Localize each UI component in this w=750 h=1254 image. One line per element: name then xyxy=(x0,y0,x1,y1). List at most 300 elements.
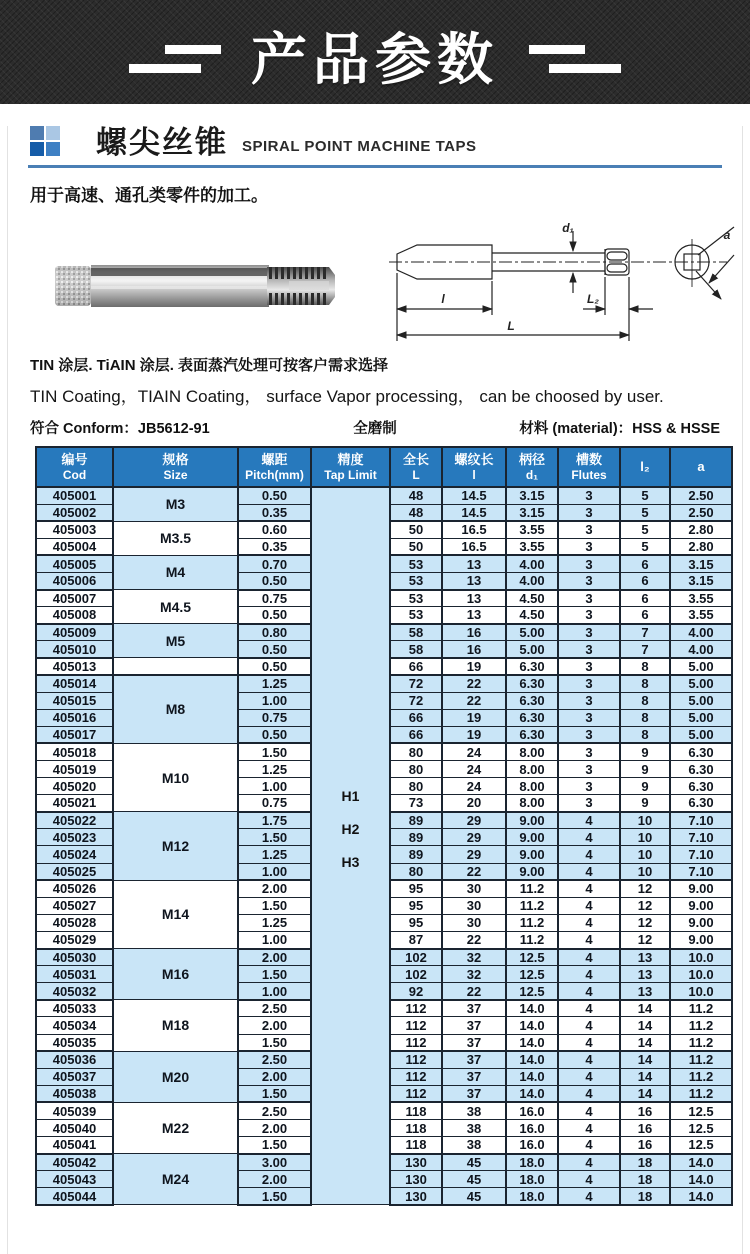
cell-pitch: 0.50 xyxy=(238,572,311,589)
cell-l: 45 xyxy=(442,1171,506,1188)
dim-label-l2: L₂ xyxy=(587,292,599,306)
cell-d1: 3.15 xyxy=(506,487,558,504)
cell-l: 24 xyxy=(442,743,506,760)
cell-cod: 405017 xyxy=(36,726,113,743)
cell-l2: 10 xyxy=(620,829,670,846)
cell-flutes: 4 xyxy=(558,829,620,846)
cell-l2: 8 xyxy=(620,675,670,692)
cell-l2: 5 xyxy=(620,504,670,521)
cell-pitch: 1.50 xyxy=(238,743,311,760)
cell-cod: 405037 xyxy=(36,1068,113,1085)
cell-cod: 405024 xyxy=(36,846,113,863)
cell-d1: 6.30 xyxy=(506,692,558,709)
cell-cod: 405005 xyxy=(36,555,113,572)
cell-a: 7.10 xyxy=(670,829,732,846)
cell-flutes: 3 xyxy=(558,504,620,521)
cell-flutes: 4 xyxy=(558,1000,620,1017)
cell-flutes: 3 xyxy=(558,487,620,504)
cell-l: 14.5 xyxy=(442,487,506,504)
cell-L: 130 xyxy=(390,1188,442,1205)
cell-pitch: 2.50 xyxy=(238,1051,311,1068)
cell-a: 9.00 xyxy=(670,897,732,914)
cell-L: 130 xyxy=(390,1171,442,1188)
cell-pitch: 1.00 xyxy=(238,931,311,948)
cell-d1: 14.0 xyxy=(506,1034,558,1051)
cell-flutes: 4 xyxy=(558,846,620,863)
cell-l2: 5 xyxy=(620,521,670,538)
cell-pitch: 0.75 xyxy=(238,590,311,607)
cell-L: 95 xyxy=(390,914,442,931)
cell-a: 10.0 xyxy=(670,983,732,1000)
column-header-0: 编号 Cod xyxy=(36,447,113,487)
cell-size: M10 xyxy=(113,743,238,811)
cell-flutes: 4 xyxy=(558,1188,620,1205)
column-header-6: 柄径 d₁ xyxy=(506,447,558,487)
cell-a: 5.00 xyxy=(670,709,732,726)
cell-d1: 12.5 xyxy=(506,966,558,983)
cell-l2: 9 xyxy=(620,743,670,760)
cell-l: 14.5 xyxy=(442,504,506,521)
dim-label-l: l xyxy=(441,292,445,306)
coating-notes xyxy=(30,354,720,438)
cell-d1: 9.00 xyxy=(506,863,558,880)
cell-l: 32 xyxy=(442,949,506,966)
cell-pitch: 0.80 xyxy=(238,624,311,641)
cell-flutes: 4 xyxy=(558,1137,620,1154)
cell-d1: 14.0 xyxy=(506,1051,558,1068)
cell-L: 112 xyxy=(390,1068,442,1085)
cell-cod: 405036 xyxy=(36,1051,113,1068)
cell-l: 13 xyxy=(442,590,506,607)
cell-l: 22 xyxy=(442,931,506,948)
cell-L: 53 xyxy=(390,590,442,607)
cell-l2: 8 xyxy=(620,709,670,726)
cell-L: 72 xyxy=(390,692,442,709)
cell-l2: 18 xyxy=(620,1154,670,1171)
tap-limit-label: H2 xyxy=(341,821,360,837)
cell-cod: 405003 xyxy=(36,521,113,538)
cell-flutes: 3 xyxy=(558,761,620,778)
cell-d1: 8.00 xyxy=(506,795,558,812)
cell-size: M4 xyxy=(113,555,238,589)
cell-d1: 5.00 xyxy=(506,641,558,658)
cell-cod: 405008 xyxy=(36,607,113,624)
cell-d1: 12.5 xyxy=(506,983,558,1000)
cell-cod: 405030 xyxy=(36,949,113,966)
cell-l2: 8 xyxy=(620,692,670,709)
cell-l: 19 xyxy=(442,726,506,743)
cell-L: 118 xyxy=(390,1119,442,1136)
cell-L: 80 xyxy=(390,743,442,760)
cell-pitch: 1.25 xyxy=(238,675,311,692)
cell-size: M12 xyxy=(113,812,238,880)
cell-d1: 6.30 xyxy=(506,675,558,692)
cell-flutes: 3 xyxy=(558,709,620,726)
cell-l2: 14 xyxy=(620,1085,670,1102)
cell-cod: 405009 xyxy=(36,624,113,641)
cell-L: 118 xyxy=(390,1137,442,1154)
cell-a: 7.10 xyxy=(670,846,732,863)
cell-d1: 3.55 xyxy=(506,521,558,538)
cell-L: 73 xyxy=(390,795,442,812)
cell-l: 37 xyxy=(442,1051,506,1068)
cell-l2: 7 xyxy=(620,641,670,658)
cell-l2: 8 xyxy=(620,726,670,743)
cell-a: 6.30 xyxy=(670,743,732,760)
dim-label-d1: d₁ xyxy=(562,223,574,235)
cell-size: M4.5 xyxy=(113,590,238,624)
cell-a: 11.2 xyxy=(670,1000,732,1017)
cell-a: 11.2 xyxy=(670,1017,732,1034)
cell-flutes: 3 xyxy=(558,743,620,760)
cell-a: 5.00 xyxy=(670,726,732,743)
cell-L: 112 xyxy=(390,1085,442,1102)
column-header-9: a xyxy=(670,447,732,487)
cell-l2: 14 xyxy=(620,1017,670,1034)
cell-a: 3.15 xyxy=(670,572,732,589)
cell-flutes: 4 xyxy=(558,1068,620,1085)
blue-squares-icon xyxy=(30,126,60,156)
cell-d1: 16.0 xyxy=(506,1137,558,1154)
cell-a: 9.00 xyxy=(670,914,732,931)
cell-L: 112 xyxy=(390,1051,442,1068)
cell-size: M16 xyxy=(113,949,238,1000)
cell-flutes: 4 xyxy=(558,897,620,914)
cell-a: 14.0 xyxy=(670,1171,732,1188)
cell-d1: 14.0 xyxy=(506,1068,558,1085)
cell-d1: 11.2 xyxy=(506,931,558,948)
cell-a: 9.00 xyxy=(670,931,732,948)
cell-l2: 12 xyxy=(620,931,670,948)
cell-l2: 9 xyxy=(620,795,670,812)
content-area xyxy=(7,126,743,1254)
grind-note: 全磨制 xyxy=(353,421,397,437)
cell-cod: 405023 xyxy=(36,829,113,846)
cell-l: 37 xyxy=(442,1017,506,1034)
cell-cod: 405040 xyxy=(36,1119,113,1136)
cell-a: 2.80 xyxy=(670,521,732,538)
cell-size: M5 xyxy=(113,624,238,658)
cell-L: 53 xyxy=(390,555,442,572)
cell-pitch: 2.50 xyxy=(238,1000,311,1017)
cell-pitch: 0.75 xyxy=(238,709,311,726)
cell-flutes: 4 xyxy=(558,1102,620,1119)
cell-d1: 8.00 xyxy=(506,743,558,760)
cell-cod: 405027 xyxy=(36,897,113,914)
cell-flutes: 4 xyxy=(558,1171,620,1188)
cell-cod: 405035 xyxy=(36,1034,113,1051)
page-title: 产品参数 xyxy=(251,28,499,91)
cell-a: 4.00 xyxy=(670,624,732,641)
cell-flutes: 4 xyxy=(558,1085,620,1102)
banner-decoration-left-icon xyxy=(129,43,221,77)
cell-cod: 405021 xyxy=(36,795,113,812)
cell-l2: 6 xyxy=(620,607,670,624)
cell-d1: 4.50 xyxy=(506,590,558,607)
cell-d1: 9.00 xyxy=(506,846,558,863)
cell-l: 16 xyxy=(442,624,506,641)
cell-l2: 7 xyxy=(620,624,670,641)
cell-l: 45 xyxy=(442,1188,506,1205)
conform-standard: 符合 Conform：JB5612-91 xyxy=(30,421,210,437)
cell-d1: 9.00 xyxy=(506,829,558,846)
cell-l: 13 xyxy=(442,555,506,572)
cell-cod: 405026 xyxy=(36,880,113,897)
cell-pitch: 1.00 xyxy=(238,983,311,1000)
cell-d1: 6.30 xyxy=(506,709,558,726)
cell-pitch: 0.50 xyxy=(238,487,311,504)
dim-label-L: L xyxy=(507,319,515,333)
cell-cod: 405020 xyxy=(36,778,113,795)
cell-cod: 405044 xyxy=(36,1188,113,1205)
table-header-row xyxy=(36,447,732,487)
cell-pitch: 0.70 xyxy=(238,555,311,572)
cell-d1: 8.00 xyxy=(506,778,558,795)
cell-l: 30 xyxy=(442,914,506,931)
cell-a: 11.2 xyxy=(670,1034,732,1051)
cell-L: 102 xyxy=(390,966,442,983)
cell-flutes: 4 xyxy=(558,931,620,948)
cell-d1: 18.0 xyxy=(506,1154,558,1171)
cell-l2: 12 xyxy=(620,880,670,897)
cell-d1: 8.00 xyxy=(506,761,558,778)
cell-L: 48 xyxy=(390,504,442,521)
cell-pitch: 1.25 xyxy=(238,761,311,778)
cell-L: 58 xyxy=(390,641,442,658)
cell-pitch: 0.35 xyxy=(238,504,311,521)
cell-cod: 405043 xyxy=(36,1171,113,1188)
cell-L: 92 xyxy=(390,983,442,1000)
cell-l2: 14 xyxy=(620,1034,670,1051)
cell-a: 11.2 xyxy=(670,1051,732,1068)
cell-a: 12.5 xyxy=(670,1137,732,1154)
cell-L: 130 xyxy=(390,1154,442,1171)
cell-pitch: 1.00 xyxy=(238,863,311,880)
cell-pitch: 1.25 xyxy=(238,914,311,931)
cell-L: 80 xyxy=(390,778,442,795)
column-header-2: 螺距 Pitch(mm) xyxy=(238,447,311,487)
cell-L: 53 xyxy=(390,572,442,589)
column-header-8: l₂ xyxy=(620,447,670,487)
tap-dimension-drawing xyxy=(387,223,739,349)
cell-pitch: 2.00 xyxy=(238,1171,311,1188)
cell-pitch: 0.60 xyxy=(238,521,311,538)
cell-pitch: 2.00 xyxy=(238,880,311,897)
cell-cod: 405007 xyxy=(36,590,113,607)
cell-cod: 405002 xyxy=(36,504,113,521)
column-header-3: 精度 Tap Limit xyxy=(311,447,390,487)
column-header-1: 规格 Size xyxy=(113,447,238,487)
conform-row xyxy=(30,417,720,438)
cell-cod: 405028 xyxy=(36,914,113,931)
cell-l: 16.5 xyxy=(442,521,506,538)
cell-l2: 16 xyxy=(620,1119,670,1136)
cell-a: 10.0 xyxy=(670,966,732,983)
cell-d1: 3.15 xyxy=(506,504,558,521)
cell-l: 16 xyxy=(442,641,506,658)
cell-l2: 9 xyxy=(620,761,670,778)
cell-l2: 14 xyxy=(620,1068,670,1085)
tap-limit-label: H3 xyxy=(341,854,360,870)
cell-pitch: 1.50 xyxy=(238,1034,311,1051)
cell-cod: 405038 xyxy=(36,1085,113,1102)
cell-l2: 18 xyxy=(620,1171,670,1188)
cell-a: 7.10 xyxy=(670,863,732,880)
tap-limit-label: H1 xyxy=(341,788,360,804)
cell-l: 37 xyxy=(442,1034,506,1051)
cell-l2: 14 xyxy=(620,1051,670,1068)
cell-l: 22 xyxy=(442,675,506,692)
cell-L: 50 xyxy=(390,521,442,538)
cell-cod: 405034 xyxy=(36,1017,113,1034)
spec-table xyxy=(35,446,733,1206)
cell-pitch: 1.50 xyxy=(238,1188,311,1205)
cell-flutes: 4 xyxy=(558,812,620,829)
cell-cod: 405029 xyxy=(36,931,113,948)
cell-a: 5.00 xyxy=(670,692,732,709)
cell-L: 53 xyxy=(390,607,442,624)
cell-size xyxy=(113,658,238,675)
cell-a: 7.10 xyxy=(670,812,732,829)
cell-pitch: 1.50 xyxy=(238,1137,311,1154)
banner xyxy=(0,0,750,104)
cell-d1: 11.2 xyxy=(506,897,558,914)
cell-flutes: 3 xyxy=(558,521,620,538)
cell-a: 14.0 xyxy=(670,1188,732,1205)
cell-flutes: 3 xyxy=(558,778,620,795)
cell-pitch: 1.50 xyxy=(238,1085,311,1102)
cell-cod: 405018 xyxy=(36,743,113,760)
cell-pitch: 0.50 xyxy=(238,658,311,675)
cell-pitch: 2.00 xyxy=(238,949,311,966)
cell-flutes: 3 xyxy=(558,590,620,607)
cell-a: 4.00 xyxy=(670,641,732,658)
cell-size: M3.5 xyxy=(113,521,238,555)
cell-pitch: 1.00 xyxy=(238,692,311,709)
column-header-7: 槽数 Flutes xyxy=(558,447,620,487)
cell-l2: 13 xyxy=(620,983,670,1000)
cell-pitch: 1.25 xyxy=(238,846,311,863)
cell-l: 45 xyxy=(442,1154,506,1171)
cell-pitch: 0.50 xyxy=(238,607,311,624)
cell-l2: 6 xyxy=(620,555,670,572)
cell-l: 24 xyxy=(442,761,506,778)
cell-flutes: 4 xyxy=(558,1034,620,1051)
cell-l: 38 xyxy=(442,1119,506,1136)
cell-pitch: 2.00 xyxy=(238,1068,311,1085)
cell-cod: 405010 xyxy=(36,641,113,658)
cell-a: 12.5 xyxy=(670,1102,732,1119)
cell-flutes: 4 xyxy=(558,1119,620,1136)
cell-size: M3 xyxy=(113,487,238,521)
cell-cod: 405004 xyxy=(36,538,113,555)
cell-pitch: 1.50 xyxy=(238,966,311,983)
cell-cod: 405001 xyxy=(36,487,113,504)
cell-pitch: 0.75 xyxy=(238,795,311,812)
cell-L: 87 xyxy=(390,931,442,948)
cell-pitch: 2.50 xyxy=(238,1102,311,1119)
cell-pitch: 2.00 xyxy=(238,1017,311,1034)
cell-cod: 405014 xyxy=(36,675,113,692)
cell-L: 66 xyxy=(390,658,442,675)
cell-a: 3.15 xyxy=(670,555,732,572)
cell-flutes: 4 xyxy=(558,914,620,931)
cell-flutes: 4 xyxy=(558,863,620,880)
cell-cod: 405039 xyxy=(36,1102,113,1119)
cell-l: 16.5 xyxy=(442,538,506,555)
tap-photo-image xyxy=(53,253,335,319)
cell-flutes: 3 xyxy=(558,726,620,743)
cell-l: 37 xyxy=(442,1068,506,1085)
cell-cod: 405019 xyxy=(36,761,113,778)
cell-a: 10.0 xyxy=(670,949,732,966)
cell-pitch: 1.00 xyxy=(238,778,311,795)
cell-L: 80 xyxy=(390,863,442,880)
cell-pitch: 2.00 xyxy=(238,1119,311,1136)
cell-l: 19 xyxy=(442,709,506,726)
cell-a: 6.30 xyxy=(670,761,732,778)
section-title-en: SPIRAL POINT MACHINE TAPS xyxy=(242,138,477,155)
cell-d1: 4.50 xyxy=(506,607,558,624)
section-divider xyxy=(28,165,722,168)
cell-L: 50 xyxy=(390,538,442,555)
section-subtitle: 用于高速、通孔类零件的加工。 xyxy=(30,186,268,205)
cell-l: 19 xyxy=(442,658,506,675)
cell-l2: 5 xyxy=(620,487,670,504)
cell-l2: 13 xyxy=(620,966,670,983)
cell-a: 11.2 xyxy=(670,1085,732,1102)
cell-d1: 16.0 xyxy=(506,1119,558,1136)
cell-cod: 405016 xyxy=(36,709,113,726)
cell-l2: 5 xyxy=(620,538,670,555)
cell-l: 38 xyxy=(442,1137,506,1154)
cell-a: 3.55 xyxy=(670,607,732,624)
cell-L: 112 xyxy=(390,1034,442,1051)
cell-a: 12.5 xyxy=(670,1119,732,1136)
cell-l2: 10 xyxy=(620,812,670,829)
cell-l: 29 xyxy=(442,846,506,863)
cell-l2: 13 xyxy=(620,949,670,966)
dim-label-a: a xyxy=(723,228,731,242)
cell-flutes: 3 xyxy=(558,692,620,709)
cell-l: 37 xyxy=(442,1085,506,1102)
cell-cod: 405041 xyxy=(36,1137,113,1154)
cell-L: 112 xyxy=(390,1017,442,1034)
cell-l: 13 xyxy=(442,607,506,624)
cell-d1: 11.2 xyxy=(506,914,558,931)
table-row xyxy=(36,487,732,504)
cell-L: 95 xyxy=(390,897,442,914)
cell-pitch: 0.35 xyxy=(238,538,311,555)
cell-l: 38 xyxy=(442,1102,506,1119)
cell-l2: 9 xyxy=(620,778,670,795)
cell-L: 95 xyxy=(390,880,442,897)
cell-l: 30 xyxy=(442,880,506,897)
cell-cod: 405013 xyxy=(36,658,113,675)
cell-pitch: 1.50 xyxy=(238,897,311,914)
cell-l2: 16 xyxy=(620,1102,670,1119)
cell-d1: 6.30 xyxy=(506,658,558,675)
section-title-zh: 螺尖丝锥 xyxy=(96,125,228,160)
cell-L: 66 xyxy=(390,726,442,743)
cell-l: 22 xyxy=(442,692,506,709)
cell-l2: 8 xyxy=(620,658,670,675)
cell-pitch: 0.50 xyxy=(238,726,311,743)
cell-flutes: 3 xyxy=(558,675,620,692)
cell-flutes: 3 xyxy=(558,641,620,658)
cell-flutes: 4 xyxy=(558,1154,620,1171)
column-header-4: 全长 L xyxy=(390,447,442,487)
